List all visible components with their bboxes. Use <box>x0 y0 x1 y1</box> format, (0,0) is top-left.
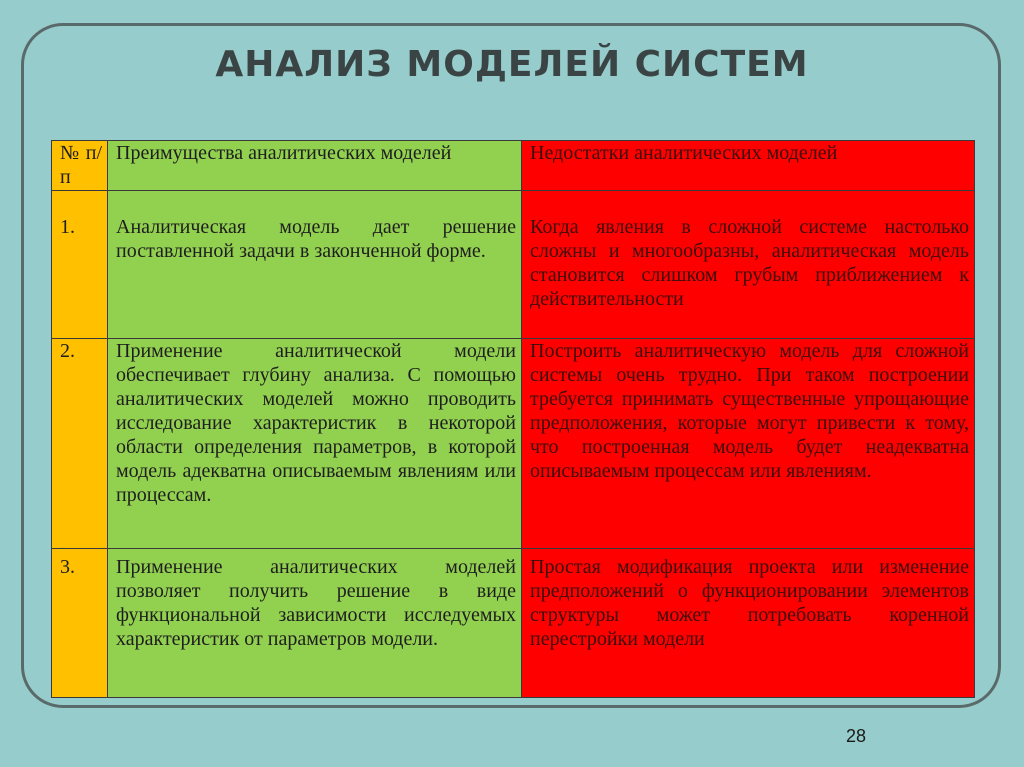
disadvantage-cell: Построить аналитическую модель для сложной системы очень трудно. При таком построении требуется принимать существенные упрощающие предположения, которые могут привести к тому, что построенная модель будет неадекватна описываемым процессам или явлениям. <box>522 339 975 549</box>
row-number: 2. <box>52 339 108 549</box>
comparison-table <box>51 140 975 698</box>
row-number: 1. <box>52 191 108 339</box>
advantage-cell: Применение аналитических моделей позволяет получить решение в виде функциональной зависимости исследуемых характеристик от параметров модели. <box>108 549 522 698</box>
row-number: 3. <box>52 549 108 698</box>
table-header-row <box>52 141 975 191</box>
table-row <box>52 191 975 339</box>
header-number: №п/п <box>52 141 108 191</box>
header-advantages: Преимущества аналитических моделей <box>108 141 522 191</box>
advantage-cell: Аналитическая модель дает решение поставленной задачи в законченной форме. <box>108 191 522 339</box>
table-row <box>52 549 975 698</box>
table-row <box>52 339 975 549</box>
header-disadvantages: Недостатки аналитических моделей <box>522 141 975 191</box>
disadvantage-cell: Когда явления в сложной системе настолько сложны и многообразны, аналитическая модель становится слишком грубым приближением к действительности <box>522 191 975 339</box>
slide-title: АНАЛИЗ МОДЕЛЕЙ СИСТЕМ <box>215 44 809 85</box>
advantage-cell: Применение аналитической модели обеспечивает глубину анализа. С помощью аналитических моделей можно проводить исследование характеристик в некоторой области определения параметров, в которой модель адекватна описываемым явлениям или процессам. <box>108 339 522 549</box>
page-number: 28 <box>845 726 867 746</box>
disadvantage-cell: Простая модификация проекта или изменение предположений о функционировании элементов структуры может потребовать коренной перестройки модели <box>522 549 975 698</box>
